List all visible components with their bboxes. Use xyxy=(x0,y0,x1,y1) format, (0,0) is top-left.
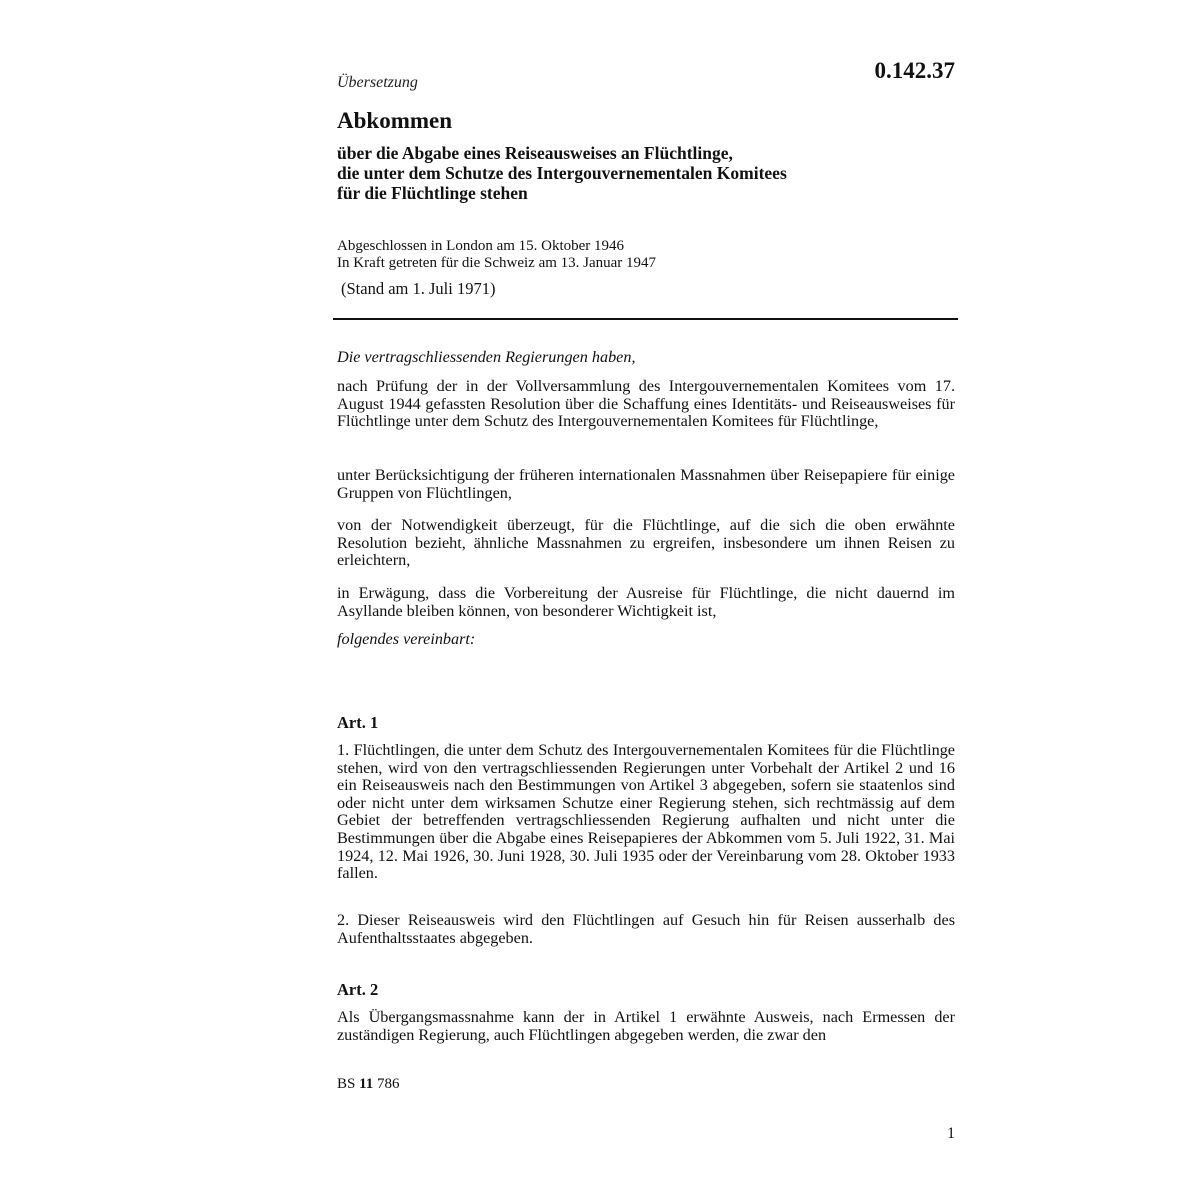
document-title: Abkommen xyxy=(337,108,453,133)
article-1-paragraph-1: 1. Flüchtlingen, die unter dem Schutz des Intergouvernementalen Komitees für die Flüchtlinge stehen, wird von den vertragschliessenden Regierungen unter Vorbehalt der Artikel 2 und 16 ein Reiseausweis nach den Bestimmungen von Artikel 3 abgegeben, sofern sie staatenlos sind oder nicht unter dem wirksamen Schutze einer Regierung stehen, sich rechtmässig auf dem Gebiet der betreffenden vertragschliessenden Regierung aufhalten und nicht unter die Bestimmungen über die Abgabe eines Reisepapieres der Abkommen vom 5. Juli 1922, 31. Mai 1924, 12. Mai 1926, 30. Juni 1928, 30. Juli 1935 oder der Vereinbarung vom 28. Oktober 1933 fallen. xyxy=(337,741,955,883)
document-subtitle: über die Abgabe eines Reiseausweises an Flüchtlinge, die unter dem Schutze des Intergouvernementalen Komitees für die Flüchtlinge stehen xyxy=(337,143,787,203)
document-meta xyxy=(337,238,957,272)
status-date: (Stand am 1. Juli 1971) xyxy=(341,279,496,298)
concluded-date: Abgeschlossen in London am 15. Oktober 1946 xyxy=(337,238,625,254)
bs-page: 786 xyxy=(377,1076,400,1092)
preamble-closing: folgendes vereinbart: xyxy=(337,630,476,648)
preamble-paragraph: in Erwägung, dass die Vorbereitung der Ausreise für Flüchtlinge, die nicht dauernd im Asyllande bleiben können, von besonderer Wichtigkeit ist, xyxy=(337,584,955,620)
article-2-heading: Art. 2 xyxy=(337,980,379,999)
header-divider xyxy=(333,318,958,320)
in-force-date: In Kraft getreten für die Schweiz am 13. Januar 1947 xyxy=(337,255,657,271)
article-2-paragraph-1: Als Übergangsmassnahme kann der in Artikel 1 erwähnte Ausweis, nach Ermessen der zuständigen Regierung, auch Flüchtlingen abgegeben werden, die zwar den xyxy=(337,1008,955,1044)
bs-prefix: BS xyxy=(337,1076,356,1092)
translation-label: Übersetzung xyxy=(337,74,418,91)
preamble-paragraph: unter Berücksichtigung der früheren internationalen Massnahmen über Reisepapiere für einige Gruppen von Flüchtlingen, xyxy=(337,466,955,502)
page-number: 1 xyxy=(947,1125,955,1142)
document-number: 0.142.37 xyxy=(874,58,955,83)
article-1-heading: Art. 1 xyxy=(337,713,379,732)
bs-volume: 11 xyxy=(359,1076,374,1092)
preamble-paragraph: von der Notwendigkeit überzeugt, für die Flüchtlinge, auf die sich die oben erwähnte Resolution bezieht, ähnliche Massnahmen zu ergreifen, insbesondere um ihnen Reisen zu erleichtern, xyxy=(337,516,955,570)
bs-reference xyxy=(337,1076,400,1093)
preamble-paragraph: nach Prüfung der in der Vollversammlung des Intergouvernementalen Komitees vom 17. August 1944 gefassten Resolution über die Schaffung eines Identitäts- und Reiseausweises für Flüchtlinge unter dem Schutz des Intergouvernementalen Komitees für Flüchtlinge, xyxy=(337,377,955,431)
article-1-paragraph-2: 2. Dieser Reiseausweis wird den Flüchtlingen auf Gesuch hin für Reisen ausserhalb des Aufenthaltsstaates abgegeben. xyxy=(337,911,955,947)
preamble-intro: Die vertragschliessenden Regierungen haben, xyxy=(337,348,636,366)
